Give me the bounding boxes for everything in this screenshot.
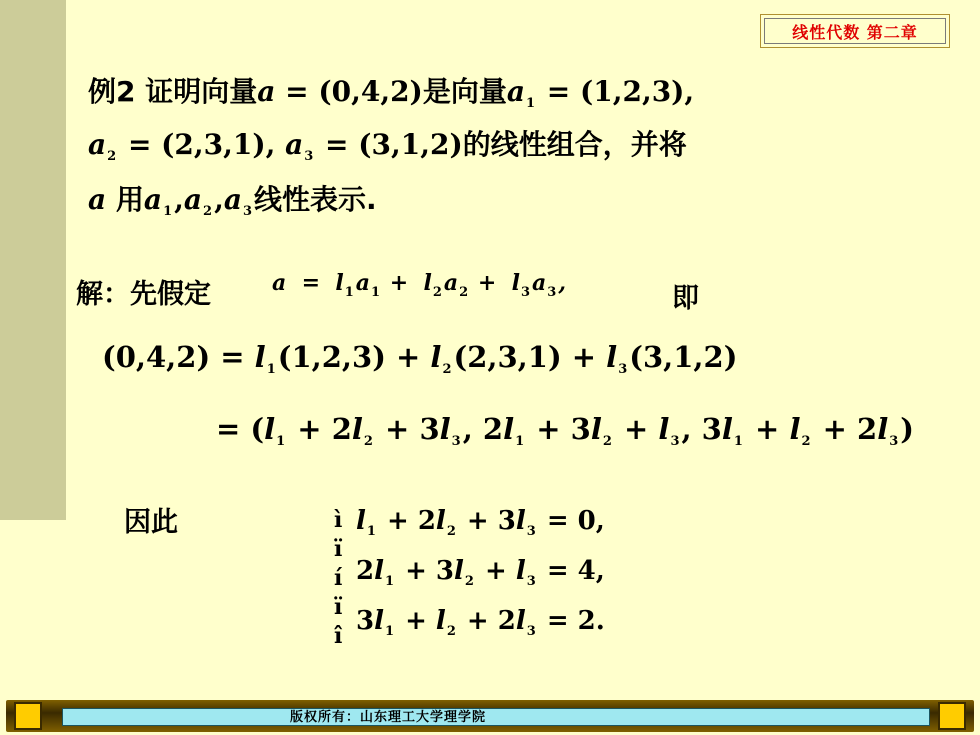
system-eq-1: $l_1 + 2l_2 + 3l_3 = 0$, <box>356 506 605 539</box>
solution-assumption: $a = l_1a_1 + l_2a_2 + l_3a_3$, <box>272 270 566 300</box>
footer-bar <box>6 700 974 732</box>
solution-ji: 即 <box>672 283 699 314</box>
therefore-label: 因此 <box>124 507 178 538</box>
copyright-text: 版权所有：山东理工大学理学院 <box>290 710 487 725</box>
chapter-tag: 线性代数 第二章 <box>760 14 950 48</box>
system-eq-2: $2l_1 + 3l_2 + l_3 = 4$, <box>356 556 605 589</box>
problem-line-3: a 用$a_1,a_2,a_3$线性表示. <box>88 183 377 219</box>
system-eq-3: $3l_1 + l_2 + 2l_3 = 2$. <box>356 606 605 639</box>
footer-right-knob <box>938 702 966 730</box>
system-brace: ì ï í ï î <box>334 507 343 649</box>
footer-left-knob <box>14 702 42 730</box>
left-decor-bar <box>0 0 66 520</box>
solution-label: 解：先假定 <box>76 279 211 310</box>
example-label: 例2 <box>88 75 136 108</box>
footer-track <box>62 708 930 726</box>
expansion-line-2: = ($l_1 + 2l_2 + 3l_3$, $2l_1 + 3l_2 + l_3$, $3l_1 + l_2 + 2l_3$) <box>216 412 914 449</box>
problem-line-2: $a_2 = (2,3,1)$, $a_3 = (3,1,2)$的线性组合，并将 <box>88 128 687 164</box>
expansion-line-1: $(0,4,2) = l_1(1,2,3) + l_2(2,3,1) + l_3(3,1,2)$ <box>102 340 738 377</box>
problem-line-1: 例2 证明向量a = (0,4,2)是向量$a_1 = (1,2,3)$, <box>88 75 695 111</box>
